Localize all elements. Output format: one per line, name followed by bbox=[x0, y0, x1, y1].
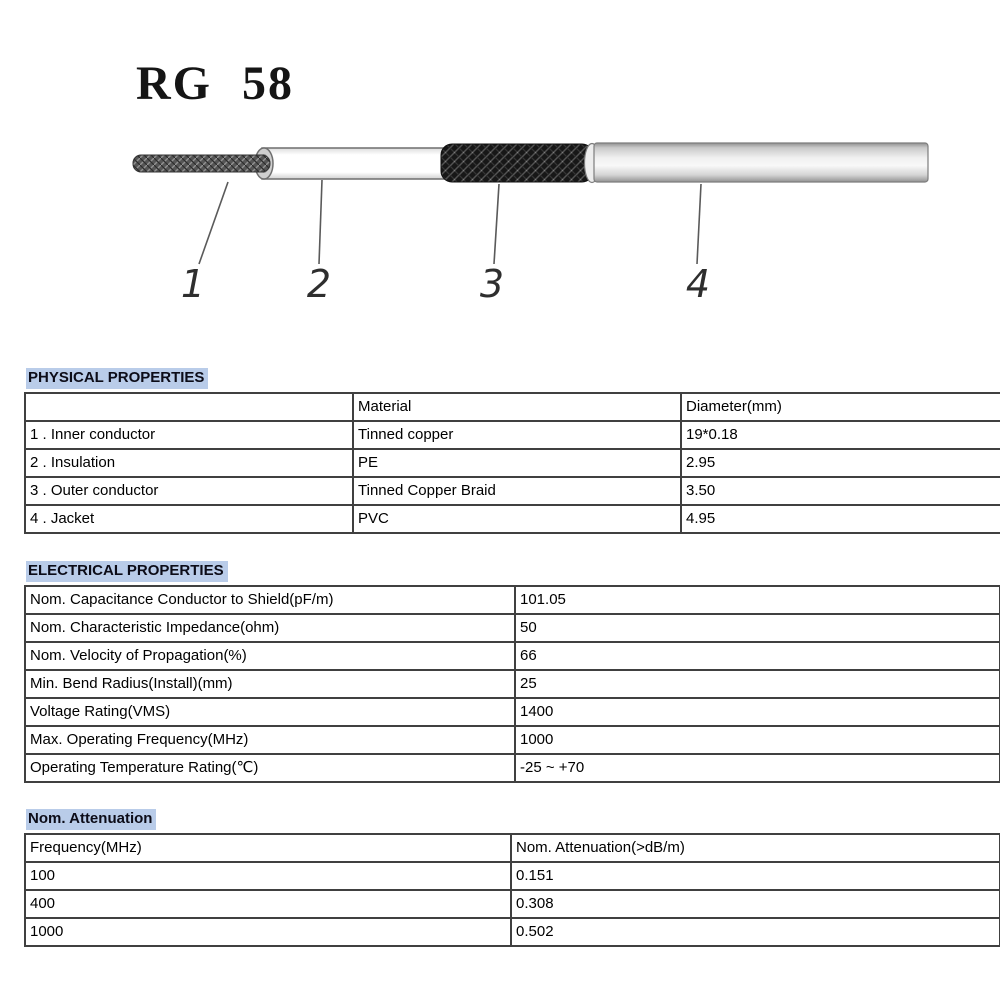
table-row bbox=[25, 477, 1000, 505]
table-header-row bbox=[25, 834, 1000, 862]
cell-material: PE bbox=[353, 449, 681, 477]
leader-lines bbox=[199, 180, 701, 264]
table-row bbox=[25, 586, 1000, 614]
header-attenuation: Nom. Attenuation(>dB/m) bbox=[511, 834, 1000, 862]
cell-part: 2 . Insulation bbox=[25, 449, 353, 477]
table-row bbox=[25, 449, 1000, 477]
cell-value: 1400 bbox=[515, 698, 1000, 726]
cell-label: Nom. Characteristic Impedance(ohm) bbox=[25, 614, 515, 642]
table-row bbox=[25, 642, 1000, 670]
header-material: Material bbox=[353, 393, 681, 421]
cell-label: Voltage Rating(VMS) bbox=[25, 698, 515, 726]
cell-value: 25 bbox=[515, 670, 1000, 698]
cell-part: 1 . Inner conductor bbox=[25, 421, 353, 449]
cell-part: 4 . Jacket bbox=[25, 505, 353, 533]
cell-label: Max. Operating Frequency(MHz) bbox=[25, 726, 515, 754]
cell-frequency: 400 bbox=[25, 890, 511, 918]
cell-value: 50 bbox=[515, 614, 1000, 642]
leader-line-4 bbox=[697, 184, 701, 264]
table-row bbox=[25, 421, 1000, 449]
diagram-label-4: 4 bbox=[685, 262, 711, 306]
header-part bbox=[25, 393, 353, 421]
cell-label: Nom. Velocity of Propagation(%) bbox=[25, 642, 515, 670]
cell-attenuation: 0.151 bbox=[511, 862, 1000, 890]
diagram-label-2: 2 bbox=[306, 262, 332, 306]
physical-properties-section bbox=[24, 368, 1000, 534]
physical-properties-table bbox=[24, 392, 1000, 534]
leader-line-2 bbox=[319, 180, 322, 264]
insulation-graphic bbox=[255, 148, 452, 179]
table-row bbox=[25, 698, 1000, 726]
electrical-properties-table bbox=[24, 585, 1000, 783]
header-frequency: Frequency(MHz) bbox=[25, 834, 511, 862]
table-row bbox=[25, 754, 1000, 782]
electrical-properties-section bbox=[24, 561, 1000, 783]
cell-material: Tinned copper bbox=[353, 421, 681, 449]
cell-diameter: 3.50 bbox=[681, 477, 1000, 505]
cell-frequency: 100 bbox=[25, 862, 511, 890]
cell-material: PVC bbox=[353, 505, 681, 533]
cell-label: Nom. Capacitance Conductor to Shield(pF/m) bbox=[25, 586, 515, 614]
table-row bbox=[25, 890, 1000, 918]
cell-attenuation: 0.308 bbox=[511, 890, 1000, 918]
electrical-properties-heading: ELECTRICAL PROPERTIES bbox=[26, 561, 228, 582]
cell-attenuation: 0.502 bbox=[511, 918, 1000, 946]
leader-line-3 bbox=[494, 184, 499, 264]
outer-conductor-graphic bbox=[441, 144, 593, 182]
cell-value: 66 bbox=[515, 642, 1000, 670]
table-row bbox=[25, 918, 1000, 946]
product-title: RG 58 bbox=[136, 57, 294, 110]
cell-frequency: 1000 bbox=[25, 918, 511, 946]
table-row bbox=[25, 726, 1000, 754]
cell-diameter: 2.95 bbox=[681, 449, 1000, 477]
attenuation-table bbox=[24, 833, 1000, 947]
header-diameter: Diameter(mm) bbox=[681, 393, 1000, 421]
diagram-label-1: 1 bbox=[180, 262, 206, 306]
leader-line-1 bbox=[199, 182, 228, 264]
cell-value: -25 ~ +70 bbox=[515, 754, 1000, 782]
cell-diameter: 19*0.18 bbox=[681, 421, 1000, 449]
cell-diameter: 4.95 bbox=[681, 505, 1000, 533]
table-row bbox=[25, 670, 1000, 698]
attenuation-heading: Nom. Attenuation bbox=[26, 809, 156, 830]
attenuation-section bbox=[24, 809, 1000, 947]
cell-value: 101.05 bbox=[515, 586, 1000, 614]
table-row bbox=[25, 505, 1000, 533]
table-row bbox=[25, 614, 1000, 642]
cell-part: 3 . Outer conductor bbox=[25, 477, 353, 505]
inner-conductor-graphic bbox=[133, 155, 270, 172]
table-header-row bbox=[25, 393, 1000, 421]
cell-label: Min. Bend Radius(Install)(mm) bbox=[25, 670, 515, 698]
cell-material: Tinned Copper Braid bbox=[353, 477, 681, 505]
cell-value: 1000 bbox=[515, 726, 1000, 754]
cell-label: Operating Temperature Rating(℃) bbox=[25, 754, 515, 782]
physical-properties-heading: PHYSICAL PROPERTIES bbox=[26, 368, 208, 389]
diagram-label-3: 3 bbox=[479, 262, 505, 306]
table-row bbox=[25, 862, 1000, 890]
jacket-graphic bbox=[585, 143, 929, 183]
